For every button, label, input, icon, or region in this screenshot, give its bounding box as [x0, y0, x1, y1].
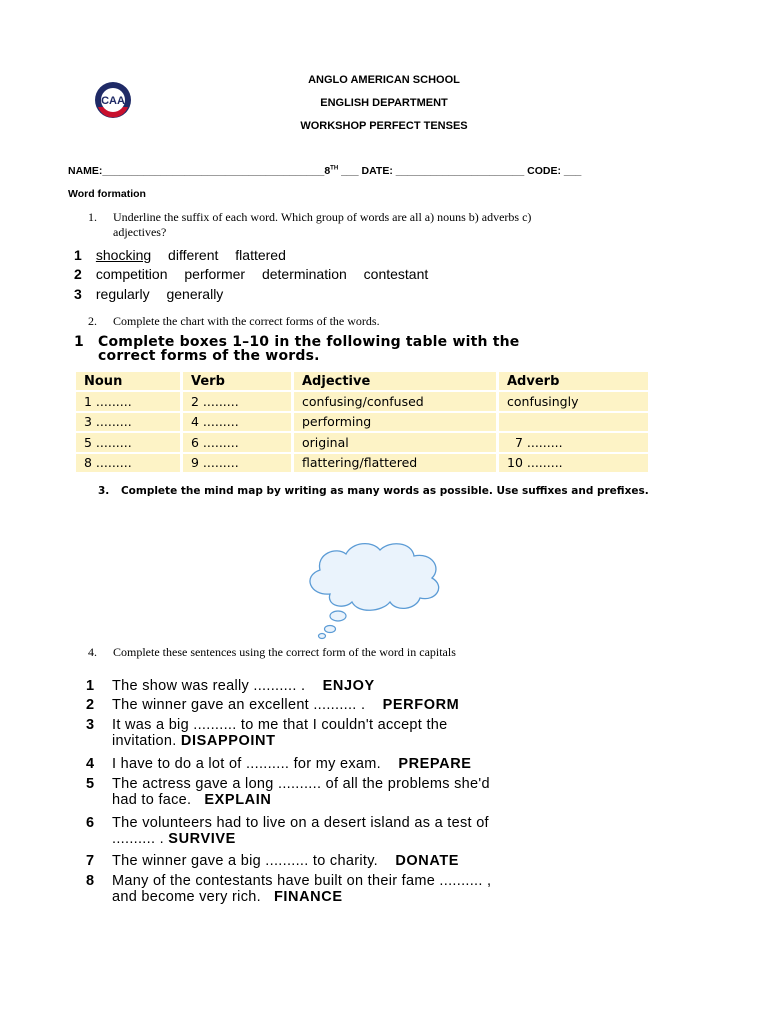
sentence-text: Many of the contestants have built on their fame .......... ,: [112, 873, 492, 889]
table-row: [76, 432, 648, 452]
task1-text-cont: adjectives?: [113, 225, 167, 239]
sentence-number: 6: [86, 815, 95, 831]
word-group-number: 1: [74, 247, 82, 263]
table-cell[interactable]: 5 .........: [76, 432, 182, 452]
sentence-7: [86, 853, 459, 869]
word-item: generally: [166, 286, 224, 302]
table-row: [76, 412, 648, 432]
student-info-line: [68, 165, 581, 177]
table-cell: original: [293, 432, 498, 452]
word-item: contestant: [363, 266, 429, 282]
school-logo: [94, 81, 132, 119]
thought-bubble-small: [319, 634, 326, 639]
capital-word: FINANCE: [273, 889, 343, 905]
sentence-4: [86, 756, 472, 772]
sentence-1: [86, 678, 375, 694]
task3-text: Complete the mind map by writing as many words as possible. Use suffixes and prefixes.: [120, 485, 649, 497]
column-header: Verb: [182, 372, 293, 391]
table-exercise-number: 1: [74, 334, 84, 350]
department-name: ENGLISH DEPARTMENT: [320, 97, 448, 109]
sentence-6: [86, 815, 489, 847]
sentence-number: 3: [86, 717, 95, 733]
task1-text: Underline the suffix of each word. Which group of words are all a) nouns b) adverbs c): [113, 210, 532, 224]
table-title-line-2: correct forms of the words.: [98, 348, 320, 364]
sentence-8: [86, 873, 491, 905]
capital-word: DISAPPOINT: [180, 733, 276, 749]
table-cell[interactable]: 8 .........: [76, 453, 182, 473]
task4-text: Complete these sentences using the correct form of the word in capitals: [113, 645, 456, 659]
task3-number: 3.: [98, 485, 110, 497]
table-row: [76, 391, 648, 411]
section-title: Word formation: [68, 188, 146, 200]
thought-bubble-medium: [325, 626, 336, 633]
word-group-number: 3: [74, 286, 82, 302]
sentence-text-cont: .......... .: [112, 831, 164, 847]
word-item: performer: [184, 266, 246, 282]
table-row: [76, 453, 648, 473]
task2-number: 2.: [88, 314, 97, 328]
task4-number: 4.: [88, 645, 97, 659]
task2-instruction: [88, 314, 380, 329]
table-cell[interactable]: 2 .........: [182, 391, 293, 411]
mind-map-cloud[interactable]: [292, 536, 452, 640]
capital-word: EXPLAIN: [204, 792, 272, 808]
word-group-2: [74, 266, 441, 282]
word-item: different: [168, 247, 219, 263]
grade-suffix: TH: [330, 165, 339, 172]
table-cell: flattering/flattered: [293, 453, 498, 473]
table-cell: confusingly: [498, 391, 649, 411]
sentence-text: The winner gave a big .......... to charity.: [112, 853, 378, 869]
word-item: competition: [95, 266, 168, 282]
name-field-label: NAME:______________________________________8: [68, 165, 331, 177]
sentence-text-cont: invitation.: [112, 733, 177, 749]
table-cell[interactable]: 4 .........: [182, 412, 293, 432]
word-item: regularly: [95, 286, 150, 302]
word-item: flattered: [235, 247, 286, 263]
table-cell[interactable]: 9 .........: [182, 453, 293, 473]
column-header: Adverb: [498, 372, 649, 391]
logo-text: CAA: [101, 95, 125, 107]
school-name: ANGLO AMERICAN SCHOOL: [308, 74, 460, 86]
sentence-text-cont: had to face.: [112, 792, 192, 808]
sentence-text: The winner gave an excellent .......... .: [112, 697, 366, 713]
thought-bubble-large: [330, 611, 346, 621]
table-cell[interactable]: 7 .........: [498, 432, 649, 452]
table-cell[interactable]: 3 .........: [76, 412, 182, 432]
table-exercise-title: [74, 335, 519, 363]
sentence-number: 7: [86, 853, 95, 869]
column-header: Adjective: [293, 372, 498, 391]
word-group-number: 2: [74, 266, 82, 282]
word-group-1: [74, 247, 299, 263]
table-header-row: [76, 372, 648, 391]
word-group-3: [74, 286, 236, 302]
capital-word: ENJOY: [322, 678, 375, 694]
table-cell: confusing/confused: [293, 391, 498, 411]
task2-text: Complete the chart with the correct forms of the words.: [113, 314, 380, 328]
word-item: shocking: [95, 247, 152, 263]
sentence-5: [86, 776, 490, 808]
table-cell[interactable]: 1 .........: [76, 391, 182, 411]
sentence-text-cont: and become very rich.: [112, 889, 261, 905]
cloud-shape: [310, 544, 439, 611]
sentence-2: [86, 697, 459, 713]
word-item: determination: [261, 266, 347, 282]
workshop-title: WORKSHOP PERFECT TENSES: [300, 120, 468, 132]
sentence-text: The show was really .......... .: [112, 678, 306, 694]
table-cell: [498, 412, 649, 432]
table-cell: performing: [293, 412, 498, 432]
task4-instruction: [88, 645, 456, 660]
sentence-number: 2: [86, 697, 95, 713]
table-cell[interactable]: 10 .........: [498, 453, 649, 473]
date-code-fields: ___ DATE: ______________________ CODE: ___: [338, 165, 582, 177]
sentence-text: It was a big .......... to me that I couldn't accept the: [112, 717, 448, 733]
sentence-number: 4: [86, 756, 95, 772]
sentence-number: 5: [86, 776, 95, 792]
sentence-text: I have to do a lot of .......... for my exam.: [112, 756, 381, 772]
capital-word: PREPARE: [398, 756, 472, 772]
table-cell[interactable]: 6 .........: [182, 432, 293, 452]
task1-number: 1.: [88, 210, 97, 224]
capital-word: SURVIVE: [168, 831, 236, 847]
word-forms-table: [76, 372, 648, 474]
sentence-text: The actress gave a long .......... of all the problems she'd: [112, 776, 490, 792]
task1-instruction: [88, 210, 688, 240]
sentence-3: [86, 717, 448, 749]
capital-word: PERFORM: [382, 697, 460, 713]
column-header: Noun: [76, 372, 182, 391]
task3-instruction: [98, 485, 649, 497]
sentence-text: The volunteers had to live on a desert island as a test of: [112, 815, 489, 831]
sentence-number: 8: [86, 873, 95, 889]
table-title-line-1: Complete boxes 1–10 in the following table with the: [98, 334, 520, 350]
sentence-number: 1: [86, 678, 95, 694]
capital-word: DONATE: [395, 853, 460, 869]
